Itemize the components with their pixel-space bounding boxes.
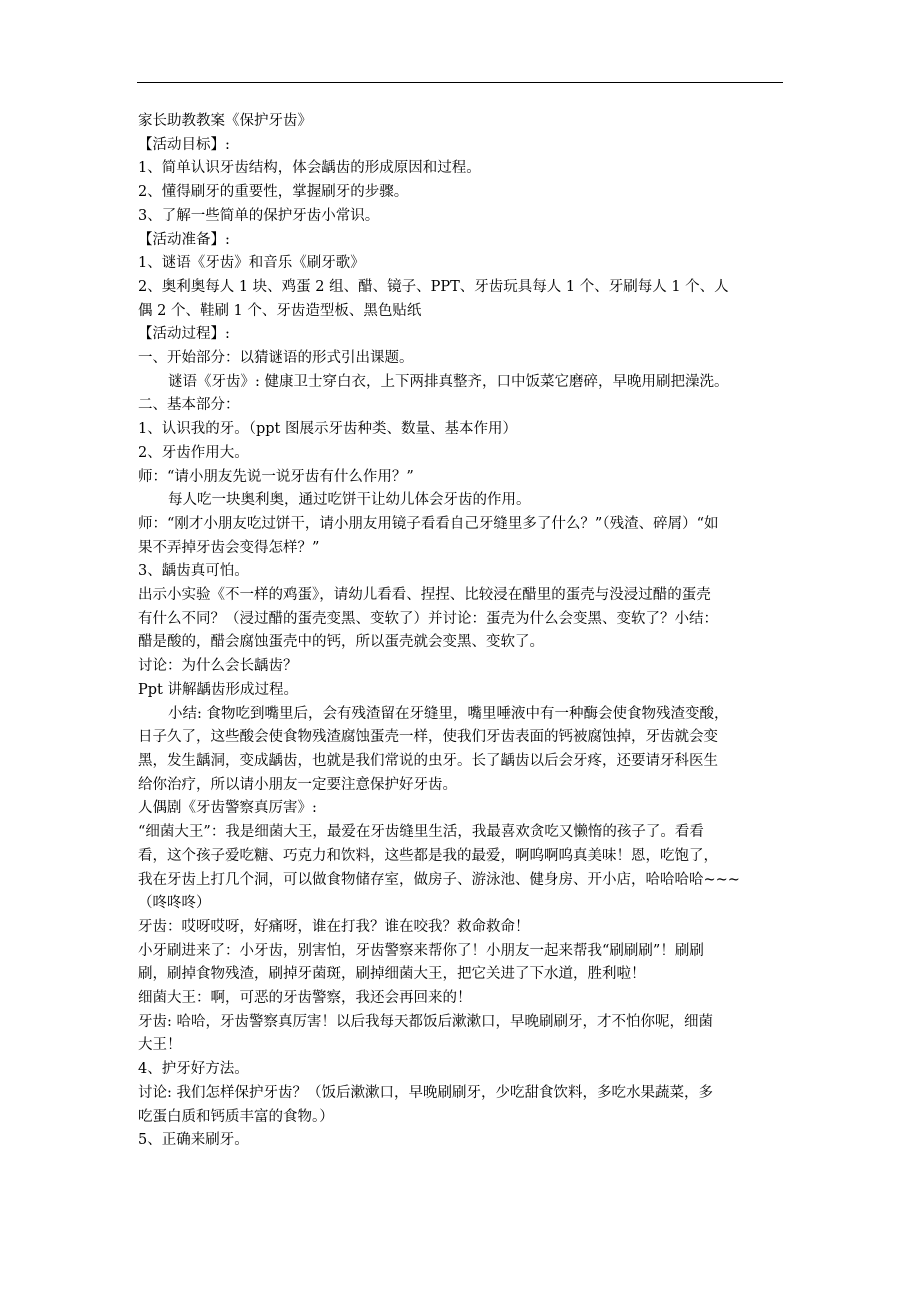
- text-line: 吃蛋白质和钙质丰富的食物。）: [138, 1108, 334, 1125]
- text-line: 2、奥利奥每人 1 块、鸡蛋 2 组、醋、镜子、PPT、牙齿玩具每人 1 个、牙刷每人 1 个、人: [138, 278, 729, 295]
- text-line: 师：“刚才小朋友吃过饼干，请小朋友用镜子看看自己牙缝里多了什么？”（残渣、碎屑）“如: [138, 515, 719, 532]
- text-line: 牙齿: 哈哈，牙齿警察真厉害！以后我每天都饭后漱漱口，早晚刷刷牙，才不怕你呢，细菌: [138, 1013, 713, 1030]
- text-line: 3、了解一些简单的保护牙齿小常识。: [138, 207, 380, 224]
- document-body: [138, 110, 788, 1153]
- text-line: Ppt 讲解龋齿形成过程。: [138, 681, 298, 698]
- text-line: 师：“请小朋友先说一说牙齿有什么作用？”: [138, 468, 414, 485]
- text-line: 果不弄掉牙齿会变得怎样？”: [138, 539, 320, 556]
- text-line: 每人吃一块奥利奥，通过吃饼干让幼儿体会牙齿的作用。: [168, 492, 531, 509]
- text-line: 讨论：为什么会长龋齿？: [138, 658, 298, 675]
- text-line: 【活动过程】:: [138, 326, 230, 343]
- text-line: 2、牙齿作用大。: [138, 444, 249, 461]
- text-line: 【活动准备】:: [138, 231, 230, 248]
- text-line: 我在牙齿上打几个洞，可以做食物储存室，做房子、游泳池、健身房、开小店，哈哈哈哈~~~: [138, 871, 740, 888]
- text-line: 黑，发生龋洞，变成龋齿，也就是我们常说的虫牙。长了龋齿以后会牙疼，还要请牙科医生: [138, 752, 718, 769]
- text-line: 1、简单认识牙齿结构，体会龋齿的形成原因和过程。: [138, 160, 481, 177]
- text-line: 2、懂得刷牙的重要性，掌握刷牙的步骤。: [138, 184, 409, 201]
- text-line: 二、基本部分：: [138, 397, 240, 414]
- text-line: （咚咚咚）: [138, 895, 211, 912]
- text-line: 4、护牙好方法。: [138, 1061, 249, 1078]
- header-rule: [137, 82, 783, 83]
- text-line: 一、开始部分：以猜谜语的形式引出课题。: [138, 350, 414, 367]
- text-line: 小结: 食物吃到嘴里后，会有残渣留在牙缝里，嘴里唾液中有一种酶会使食物残渣变酸，: [168, 705, 729, 722]
- text-line: 5、正确来刷牙。: [138, 1132, 249, 1149]
- text-line: 人偶剧《牙齿警察真厉害》:: [138, 800, 317, 817]
- text-line: 家长助教教案《保护牙齿》: [138, 113, 312, 129]
- text-line: 看，这个孩子爱吃糖、巧克力和饮料，这些都是我的最爱，啊呜啊呜真美味！恩，吃饱了，: [138, 847, 718, 864]
- text-line: 1、谜语《牙齿》和音乐《刷牙歌》: [138, 255, 365, 272]
- text-line: 刷，刷掉食物残渣，刷掉牙菌斑，刷掉细菌大王，把它关进了下水道，胜利啦！: [138, 966, 646, 983]
- text-line: 1、认识我的牙。（ppt 图展示牙齿种类、数量、基本作用）: [138, 421, 517, 438]
- text-line: 偶 2 个、鞋刷 1 个、牙齿造型板、黑色贴纸: [138, 302, 422, 319]
- text-line: 小牙刷进来了：小牙齿，别害怕，牙齿警察来帮你了！小朋友一起来帮我“刷刷刷”！刷刷: [138, 942, 704, 959]
- text-line: 日子久了，这些酸会使食物残渣腐蚀蛋壳一样，使我们牙齿表面的钙被腐蚀掉，牙齿就会变: [138, 729, 718, 746]
- text-line: 谜语《牙齿》: 健康卫士穿白衣，上下两排真整齐，口中饭菜它磨碎，早晚用刷把澡洗。: [168, 373, 729, 390]
- text-line: 讨论: 我们怎样保护牙齿？（饭后漱漱口，早晚刷刷牙，少吃甜食饮料，多吃水果蔬菜，多: [138, 1084, 713, 1101]
- text-line: “细菌大王”：我是细菌大王，最爱在牙齿缝里生活，我最喜欢贪吃又懒惰的孩子了。看看: [138, 824, 704, 841]
- text-line: 牙齿：哎呀哎呀，好痛呀，谁在打我？谁在咬我？救命救命！: [138, 918, 530, 935]
- text-line: 细菌大王：啊，可恶的牙齿警察，我还会再回来的！: [138, 990, 472, 1007]
- text-line: 大王！: [138, 1037, 182, 1054]
- text-line: 醋是酸的，醋会腐蚀蛋壳中的钙，所以蛋壳就会变黑、变软了。: [138, 634, 544, 651]
- text-line: 给你治疗，所以请小朋友一定要注意保护好牙齿。: [138, 776, 457, 793]
- text-line: 出示小实验《不一样的鸡蛋》，请幼儿看看、捏捏、比较浸在醋里的蛋壳与没浸过醋的蛋壳: [138, 587, 711, 604]
- text-line: 有什么不同？（浸过醋的蛋壳变黑、变软了）并讨论：蛋壳为什么会变黑、变软了？小结：: [138, 610, 718, 627]
- text-line: 3、龋齿真可怕。: [138, 563, 249, 580]
- text-line: 【活动目标】:: [138, 136, 230, 153]
